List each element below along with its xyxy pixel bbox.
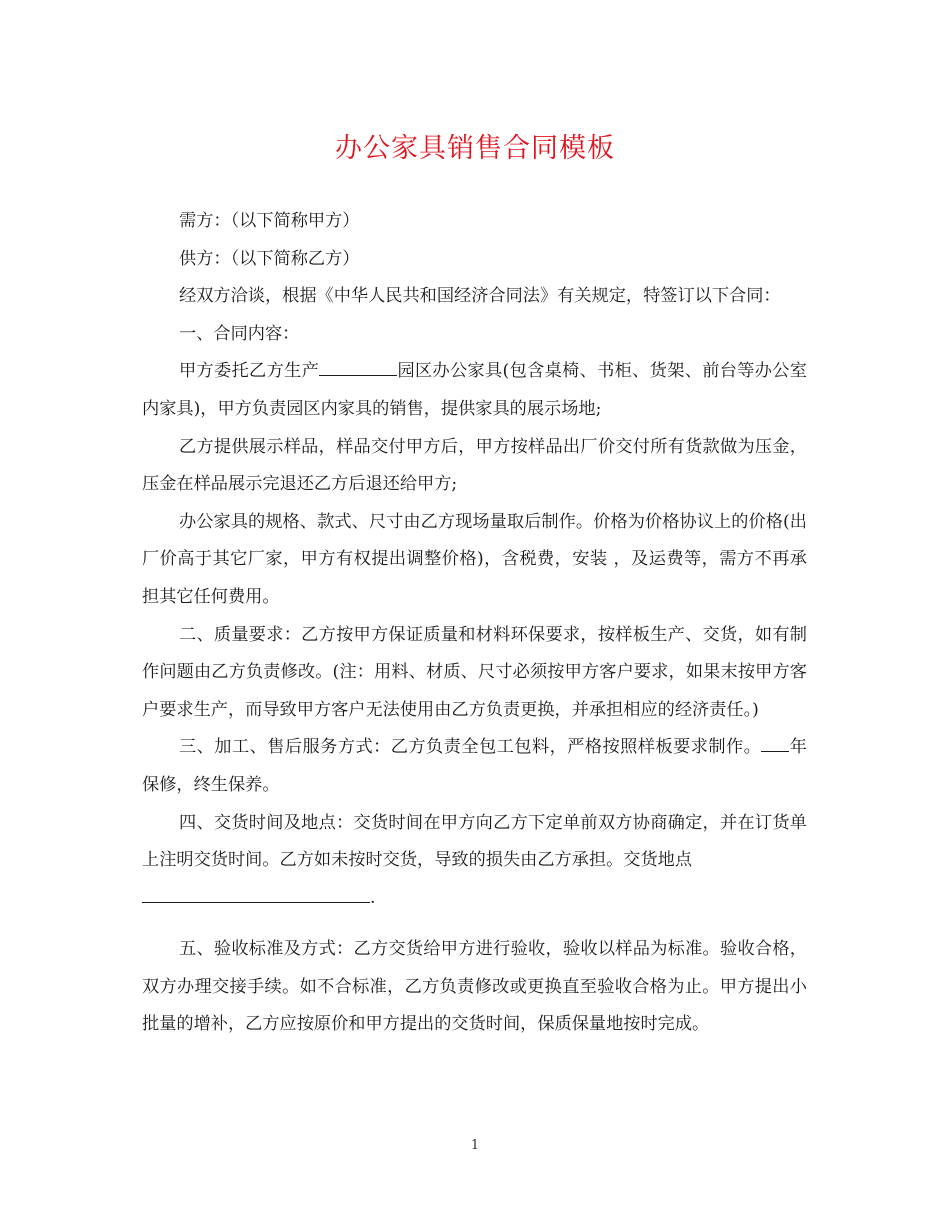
section-1-p1-before: 甲方委托乙方生产	[179, 361, 320, 382]
document-body	[142, 203, 807, 1044]
supplier-line: 供方：（以下简称乙方）	[179, 248, 360, 269]
section-3-after: 年保修，终生保养。	[142, 737, 807, 795]
intro-paragraph: 经双方洽谈，根据《中华人民共和国经济合同法》有关规定，特签订以下合同：	[179, 286, 781, 307]
section-2-paragraph: 二、质量要求：乙方按甲方保证质量和材料环保要求，按样板生产、交货，如有制作问题由乙方负责修改。(注：用料、材质、尺寸必须按甲方客户要求，如果末按甲方客户要求生产，而导致甲方客户无法使用由乙方负责更换，并承担相应的经济责任。)	[142, 624, 807, 720]
page-number: 1	[470, 1138, 480, 1153]
section-3-before: 三、加工、售后服务方式：乙方负责全包工包料，严格按照样板要求制作。	[179, 737, 762, 758]
section-4-text: 四、交货时间及地点：交货时间在甲方向乙方下定单前双方协商确定，并在订货单上注明交货时间。乙方如未按时交货，导致的损失由乙方承担。交货地点	[142, 812, 807, 871]
paragraph-spacer	[142, 917, 807, 931]
section-1-heading: 一、合同内容：	[179, 323, 300, 344]
warranty-years-blank[interactable]	[761, 733, 789, 752]
section-1-paragraph-1	[142, 353, 807, 428]
section-5-paragraph: 五、验收标准及方式：乙方交货给甲方进行验收，验收以样品为标准。验收合格，双方办理交接手续。如不合标准，乙方负责修改或更换直至验收合格为止。甲方提出小批量的增补，乙方应按原价和甲方提出的交货时间，保质保量地按时完成。	[142, 939, 807, 1035]
park-name-blank[interactable]	[319, 357, 397, 376]
section-4-paragraph	[142, 805, 807, 880]
section-1-paragraph-3: 办公家具的规格、款式、尺寸由乙方现场量取后制作。价格为价格协议上的价格(出厂价高于其它厂家，甲方有权提出调整价格)，含税费，安装 ，及运费等，需方不再承担其它任何费用。	[142, 511, 807, 607]
section-1-p1-after: 园区办公家具(包含桌椅、书柜、货架、前台等办公室内家具)，甲方负责园区内家具的销售，提供家具的展示场地;	[142, 361, 807, 419]
document-title: 办公家具销售合同模板	[335, 133, 615, 164]
delivery-location-line	[142, 880, 807, 918]
delivery-location-blank[interactable]	[142, 884, 370, 903]
section-1-paragraph-2: 乙方提供展示样品，样品交付甲方后，甲方按样品出厂价交付所有货款做为压金，压金在样品展示完退还乙方后退还给甲方;	[142, 436, 807, 495]
buyer-line: 需方：（以下简称甲方）	[179, 211, 360, 231]
section-3-paragraph	[142, 729, 807, 804]
section-4-end: .	[370, 887, 376, 908]
